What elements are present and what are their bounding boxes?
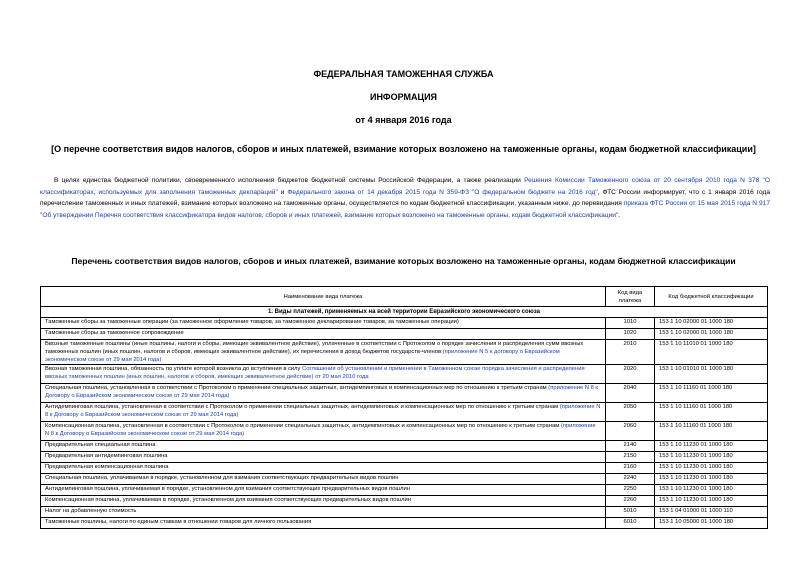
link-fts-order[interactable]: приказа ФТС России от 15 мая 2015 года N 917 "Об утверждении Перечня соответствия классификатора видов налогов, сборов и иных платежей, взимание которых возложено на таможенные органы, кодам бюджетной классификации" bbox=[40, 200, 770, 219]
cell-code: 2060 bbox=[606, 422, 655, 441]
cell-code: 2010 bbox=[606, 340, 655, 365]
cell-name-text: Компенсационная пошлина, установленная в соответствии с Протоколом о применении специальных защитных, антидемпинговых и компенсационных мер по отношению к третьим странам bbox=[45, 423, 561, 429]
table-row bbox=[41, 518, 768, 529]
intro-paragraph bbox=[40, 175, 770, 221]
table-row bbox=[41, 463, 768, 474]
cell-kbk: 153 1 10 02000 01 1000 180 bbox=[655, 318, 768, 329]
cell-name: Специальная пошлина, уплачиваемая в порядке, установленном для взимания соответствующих предварительных видов пошлин bbox=[41, 474, 606, 485]
cell-name: Предварительная компенсационная пошлина bbox=[41, 463, 606, 474]
cell-name: Таможенные сборы за таможенные операции (за таможенное оформление товаров, за таможенное декларирование товаров, за таможенные операции) bbox=[41, 318, 606, 329]
document-date: от 4 января 2016 года bbox=[355, 115, 452, 125]
cell-name-link[interactable]: (приложение N 8 к Договору о Евразийском экономическом союзе от 29 мая 2014 года) bbox=[45, 385, 598, 399]
cell-name-text: Антидемпинговая пошлина, установленная в соответствии с Протоколом о применении специальных защитных, антидемпинговых и компенсационных мер по отношению к третьим странам bbox=[45, 404, 560, 410]
cell-name-text: Ввозные таможенные пошлины (иные пошлины, налоги и сборы, имеющие эквивалентное действие), уплаченные в соответствии с Протоколом о порядке зачисления и распределения сумм ввозных таможенных пошлин (иных пошлин, налогов и сборов, имеющих эквивалентное действие), их перечисления в доход бюджетов государств-членов bbox=[45, 341, 584, 355]
cell-kbk: 153 1 10 11160 01 1000 180 bbox=[655, 384, 768, 403]
cell-kbk: 153 1 10 11010 01 1000 180 bbox=[655, 340, 768, 365]
cell-kbk: 153 1 04 01000 01 1000 110 bbox=[655, 507, 768, 518]
table-row bbox=[41, 403, 768, 422]
cell-name bbox=[41, 422, 606, 441]
cell-kbk: 153 1 10 11230 01 1000 180 bbox=[655, 496, 768, 507]
section-row bbox=[41, 307, 768, 318]
cell-name: Антидемпинговая пошлина, уплачиваемая в порядке, установленном для взимания соответствующих предварительных видов пошлин bbox=[41, 485, 606, 496]
cell-kbk: 153 1 10 11230 01 1000 180 bbox=[655, 441, 768, 452]
cell-name: Предварительная антидемпинговая пошлина bbox=[41, 452, 606, 463]
cell-code: 5010 bbox=[606, 507, 655, 518]
table-row bbox=[41, 365, 768, 384]
table-row bbox=[41, 441, 768, 452]
cell-name: Таможенные пошлины, налоги по единым ставкам в отношении товаров для личного пользования bbox=[41, 518, 606, 529]
cell-code: 2020 bbox=[606, 365, 655, 384]
agency-title: ФЕДЕРАЛЬНАЯ ТАМОЖЕННАЯ СЛУЖБА bbox=[313, 69, 494, 79]
cell-code: 1010 bbox=[606, 318, 655, 329]
col-header-name: Наименование вида платежа bbox=[41, 287, 606, 307]
cell-kbk: 153 1 10 11230 01 1000 180 bbox=[655, 474, 768, 485]
table-row bbox=[41, 452, 768, 463]
cell-kbk: 153 1 10 01010 01 1000 180 bbox=[655, 365, 768, 384]
table-row bbox=[41, 496, 768, 507]
cell-name bbox=[41, 384, 606, 403]
col-header-code: Код вида платежа bbox=[606, 287, 655, 307]
table-header-row bbox=[41, 287, 768, 307]
document-type: ИНФОРМАЦИЯ bbox=[369, 92, 438, 102]
table-row bbox=[41, 384, 768, 403]
cell-kbk: 153 1 10 11160 01 1000 180 bbox=[655, 403, 768, 422]
cell-kbk: 153 1 10 05000 01 1000 180 bbox=[655, 518, 768, 529]
cell-name: Предварительная специальная пошлина bbox=[41, 441, 606, 452]
cell-name: Налог на добавленную стоимость bbox=[41, 507, 606, 518]
cell-code: 1020 bbox=[606, 329, 655, 340]
cell-code: 2260 bbox=[606, 496, 655, 507]
cell-code: 2050 bbox=[606, 403, 655, 422]
kbk-table bbox=[40, 286, 768, 529]
link-federal-law[interactable]: Федерального закона от 14 декабря 2015 года N 359-ФЗ "О федеральном бюджете на 2016 год" bbox=[287, 188, 598, 196]
table-row bbox=[41, 318, 768, 329]
intro-text-1: В целях единства бюджетной политики, своевременного исполнения бюджетов бюджетной системы Российской Федерации, а также реализации bbox=[54, 177, 525, 184]
intro-text-4: . bbox=[618, 211, 621, 219]
table-row bbox=[41, 507, 768, 518]
cell-name-text: Ввозная таможенная пошлина, обязанность по уплате которой возникла до вступления в силу bbox=[45, 366, 303, 372]
cell-name-link[interactable]: Соглашения об установлении и применении в Таможенном союзе порядка зачисления и распределения ввозных таможенных пошлин (иных пошлин, налогов и сборов, имеющих эквивалентное действие) от 20 мая 2010 года bbox=[45, 366, 585, 380]
cell-code: 2160 bbox=[606, 463, 655, 474]
table-row bbox=[41, 340, 768, 365]
cell-code: 6010 bbox=[606, 518, 655, 529]
document-subject: [О перечне соответствия видов налогов, сборов и иных платежей, взимание которых возложено на таможенные органы, кодам бюджетной классификации] bbox=[51, 144, 756, 154]
cell-name-link[interactable]: (приложение N 8 к Договору о Евразийском экономическом союзе от 29 мая 2014 года) bbox=[45, 404, 601, 418]
table-row bbox=[41, 485, 768, 496]
cell-kbk: 153 1 10 11230 01 1000 180 bbox=[655, 452, 768, 463]
cell-name-link[interactable]: (приложение N 5 к договору о Евразийском экономическом союзе от 29 мая 2014 года) bbox=[45, 349, 560, 363]
link-commission-decision[interactable]: Решения Комиссии Таможенного союза от 20 сентября 2010 года N 378 "О классификаторах, используемых для заполнения таможенных деклараций" bbox=[40, 177, 770, 196]
cell-code: 2240 bbox=[606, 474, 655, 485]
table-row bbox=[41, 422, 768, 441]
intro-text-3: , ФТС России информирует, что с 1 января 2016 года перечисление таможенных и иных платежей, взимание которых возложено на таможенные органы, осуществляется по кодам бюджетной классификации, указанным ниже, до перевидания bbox=[40, 188, 770, 207]
cell-kbk: 153 1 10 11230 01 1000 180 bbox=[655, 463, 768, 474]
cell-name bbox=[41, 340, 606, 365]
cell-name-link[interactable]: (приложение N 8 к Договору о Евразийском экономическом союзе от 29 мая 2014 года) bbox=[45, 423, 596, 437]
col-header-kbk: Код бюджетной классификации bbox=[655, 287, 768, 307]
cell-code: 2150 bbox=[606, 452, 655, 463]
cell-code: 2140 bbox=[606, 441, 655, 452]
cell-kbk: 153 1 10 11160 01 1000 180 bbox=[655, 422, 768, 441]
cell-kbk: 153 1 10 11230 01 1000 180 bbox=[655, 485, 768, 496]
list-title: Перечень соответствия видов налогов, сборов и иных платежей, взимание которых возложено на таможенные органы, кодам бюджетной классификации bbox=[71, 256, 736, 266]
cell-code: 2040 bbox=[606, 384, 655, 403]
cell-kbk: 153 1 10 02000 01 1000 180 bbox=[655, 329, 768, 340]
cell-name-text: Специальная пошлина, установленная в соответствии с Протоколом о применении специальных защитных, антидемпинговых и компенсационных мер по отношению к третьим странам bbox=[45, 385, 549, 391]
section-title: 1. Виды платежей, применяемых на всей территории Евразийского экономического союза bbox=[41, 307, 768, 318]
cell-name bbox=[41, 403, 606, 422]
cell-name: Компенсационная пошлина, уплачиваемая в порядке, установленном для взимания соответствующих предварительных видов пошлин bbox=[41, 496, 606, 507]
intro-text-2: и bbox=[277, 188, 288, 196]
table-row bbox=[41, 474, 768, 485]
cell-code: 2250 bbox=[606, 485, 655, 496]
cell-name: Таможенные сборы за таможенное сопровождение bbox=[41, 329, 606, 340]
cell-name bbox=[41, 365, 606, 384]
table-row bbox=[41, 329, 768, 340]
